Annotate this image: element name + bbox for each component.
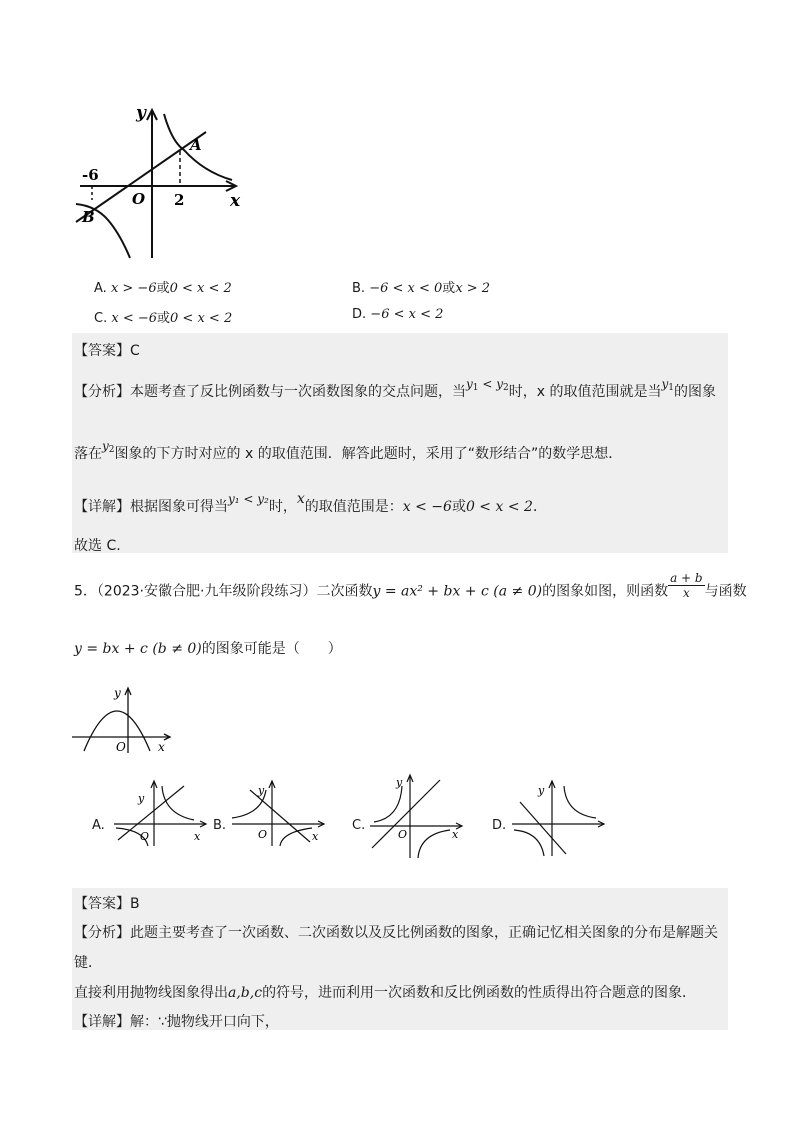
point-b-label: B xyxy=(82,208,95,226)
q5-choice-b-graph[interactable] xyxy=(228,778,328,848)
svg-text:O: O xyxy=(116,740,126,754)
q4-detail: 【详解】根据图象可得当y₁ < y₂时，x的取值范围是：x < −6或0 < x < 2． xyxy=(74,491,547,515)
svg-text:x: x xyxy=(194,830,201,843)
q5-choice-c-letter[interactable]: C. xyxy=(352,818,366,833)
q5-analysis-line1: 【分析】此题主要考查了一次函数、二次函数以及反比例函数的图象，正确记忆相关图象的分布是解题关 xyxy=(74,925,718,941)
q4-option-b[interactable]: B. −6 < x < 0或x > 2 xyxy=(352,281,491,296)
svg-text:O: O xyxy=(258,828,268,841)
two-label: 2 xyxy=(174,191,185,209)
q4-option-c[interactable]: C. x < −6或0 < x < 2 xyxy=(94,311,233,326)
svg-text:x: x xyxy=(312,830,319,843)
q5-stem-line2: y = bx + c (b ≠ 0)的图象可能是（ ） xyxy=(74,641,342,657)
svg-text:y: y xyxy=(538,784,545,797)
q5-solution-box xyxy=(72,888,728,1030)
q5-parabola-graph xyxy=(70,685,180,755)
q4-analysis-line1: 【分析】本题考查了反比例函数与一次函数图象的交点问题，当$y_1 < y_2$时，x 的取值范围就是当$y_1$的图象 xyxy=(74,377,716,400)
q5-choice-b-letter[interactable]: B. xyxy=(213,818,227,833)
q4-option-a[interactable]: A. x > −6或0 < x < 2 xyxy=(94,281,232,296)
q4-answer: 【答案】C xyxy=(74,343,140,359)
q5-detail: 【详解】解：∵抛物线开口向下， xyxy=(74,1014,279,1030)
svg-text:y: y xyxy=(138,792,145,805)
q4-option-d[interactable]: D. −6 < x < 2 xyxy=(352,307,444,322)
svg-text:x: x xyxy=(452,828,459,841)
q5-choice-c-graph[interactable] xyxy=(366,772,466,862)
q5-choice-d-letter[interactable]: D. xyxy=(492,818,507,833)
neg6-label: -6 xyxy=(82,166,99,184)
q5-answer: 【答案】B xyxy=(74,896,140,912)
svg-text:O: O xyxy=(398,828,408,841)
y-axis-label: y xyxy=(136,103,146,123)
svg-text:x: x xyxy=(158,740,165,754)
svg-text:y: y xyxy=(258,784,265,797)
svg-text:y: y xyxy=(396,776,403,789)
q5-analysis-line2: 键． xyxy=(74,955,102,971)
svg-text:O: O xyxy=(140,830,150,843)
q5-choice-a-graph[interactable] xyxy=(110,778,210,848)
q5-stem-line1: 5．（2023·安徽合肥·九年级阶段练习）二次函数y = ax² + bx + c (a ≠ 0)的图象如图，则函数 $\frac{a + b}{x}$ 与函数 xyxy=(74,571,747,600)
q4-conclusion: 故选 C. xyxy=(74,538,121,554)
q4-graph xyxy=(72,100,252,262)
svg-text:y: y xyxy=(114,686,121,700)
q5-choice-a-letter[interactable]: A. xyxy=(92,818,105,833)
x-axis-label: x xyxy=(230,191,241,211)
origin-label: O xyxy=(132,190,146,208)
point-a-label: A xyxy=(190,136,202,154)
q5-choice-d-graph[interactable] xyxy=(508,778,608,858)
q5-analysis-line3: 直接利用抛物线图象得出a,b,c的符号，进而利用一次函数和反比例函数的性质得出符合题意的图象． xyxy=(74,985,697,1001)
q4-analysis-line2: 落在$y_2$图象的下方时对应的 x 的取值范围．解答此题时，采用了“数形结合”的数学思想． xyxy=(74,439,623,462)
